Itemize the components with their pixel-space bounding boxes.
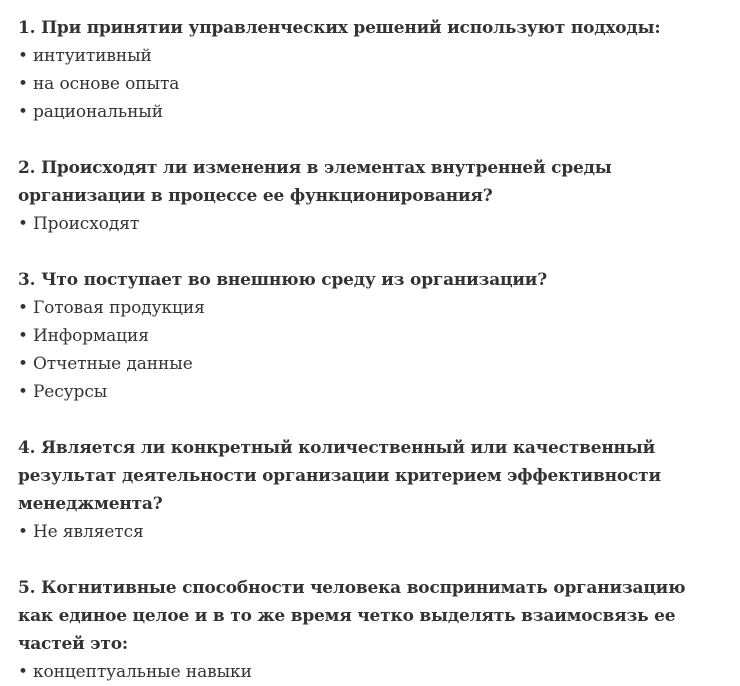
- answer-list: [18, 658, 722, 686]
- question-3: [18, 266, 722, 406]
- bullet-icon: •: [18, 214, 28, 234]
- answer-item: [18, 518, 722, 546]
- question-2: [18, 154, 722, 238]
- bullet-icon: •: [18, 522, 28, 542]
- answer-item: [18, 322, 722, 350]
- answer-item: [18, 210, 722, 238]
- question-text: 4. Является ли конкретный количественный или качественный результат деятельности организации критерием эффективности менеджмента?: [18, 438, 661, 514]
- answer-text: Не является: [32, 522, 144, 542]
- answer-text: Ресурсы: [32, 382, 108, 402]
- bullet-icon: •: [18, 326, 28, 346]
- answer-list: [18, 518, 722, 546]
- answer-item: [18, 350, 722, 378]
- answer-text: рациональный: [32, 102, 163, 122]
- answer-item: [18, 42, 722, 70]
- answer-list: [18, 210, 722, 238]
- question-text: 1. При принятии управленческих решений используют подходы:: [18, 18, 661, 38]
- answer-list: [18, 294, 722, 406]
- answer-item: [18, 658, 722, 686]
- answer-text: Информация: [32, 326, 149, 346]
- answer-list: [18, 42, 722, 126]
- answer-text: Отчетные данные: [32, 354, 193, 374]
- question-4: [18, 434, 722, 546]
- answer-item: [18, 98, 722, 126]
- answer-text: Происходят: [32, 214, 140, 234]
- answer-item: [18, 70, 722, 98]
- answer-text: концептуальные навыки: [32, 662, 252, 682]
- answer-text: на основе опыта: [32, 74, 180, 94]
- question-text: 3. Что поступает во внешнюю среду из организации?: [18, 270, 547, 290]
- answer-text: Готовая продукция: [32, 298, 205, 318]
- bullet-icon: •: [18, 354, 28, 374]
- bullet-icon: •: [18, 46, 28, 66]
- question-5: [18, 574, 722, 686]
- bullet-icon: •: [18, 662, 28, 682]
- question-text: 5. Когнитивные способности человека воспринимать организацию как единое целое и в то же время четко выделять взаимосвязь ее частей это:: [18, 578, 686, 654]
- bullet-icon: •: [18, 298, 28, 318]
- question-1: [18, 14, 722, 126]
- answer-text: интуитивный: [32, 46, 152, 66]
- answer-item: [18, 294, 722, 322]
- bullet-icon: •: [18, 74, 28, 94]
- answer-item: [18, 378, 722, 406]
- bullet-icon: •: [18, 382, 28, 402]
- question-text: 2. Происходят ли изменения в элементах внутренней среды организации в процессе ее функционирования?: [18, 158, 612, 206]
- bullet-icon: •: [18, 102, 28, 122]
